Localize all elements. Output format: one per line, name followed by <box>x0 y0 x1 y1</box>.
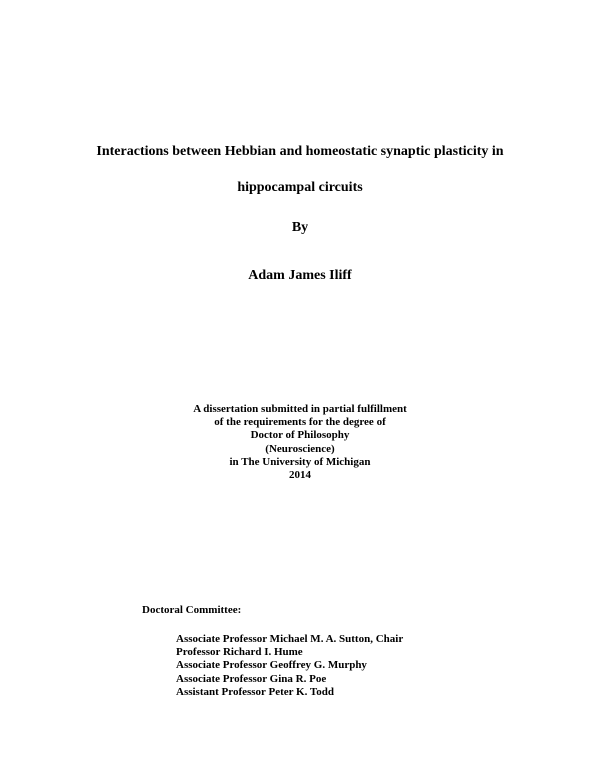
degree-statement <box>0 403 600 482</box>
title-line-2: hippocampal circuits <box>237 180 363 195</box>
committee-heading: Doctoral Committee: <box>142 604 242 616</box>
statement-line: Doctor of Philosophy <box>250 429 350 442</box>
committee-list <box>176 633 403 699</box>
committee-member: Associate Professor Geoffrey G. Murphy <box>176 659 367 672</box>
statement-line: A dissertation submitted in partial fulfillment <box>193 403 407 415</box>
committee-member: Associate Professor Michael M. A. Sutton, Chair <box>176 633 404 645</box>
statement-line: (Neuroscience) <box>265 442 335 455</box>
author-name: Adam James Iliff <box>248 268 352 283</box>
statement-line: of the requirements for the degree of <box>214 416 386 429</box>
committee-member: Assistant Professor Peter K. Todd <box>176 685 334 698</box>
committee-member: Professor Richard I. Hume <box>176 646 303 659</box>
statement-line: in The University of Michigan <box>229 455 371 468</box>
statement-line: 2014 <box>289 469 311 482</box>
by-label: By <box>291 220 309 235</box>
title-line-1: Interactions between Hebbian and homeostatic synaptic plasticity in <box>96 144 504 159</box>
committee-member: Associate Professor Gina R. Poe <box>176 672 327 685</box>
